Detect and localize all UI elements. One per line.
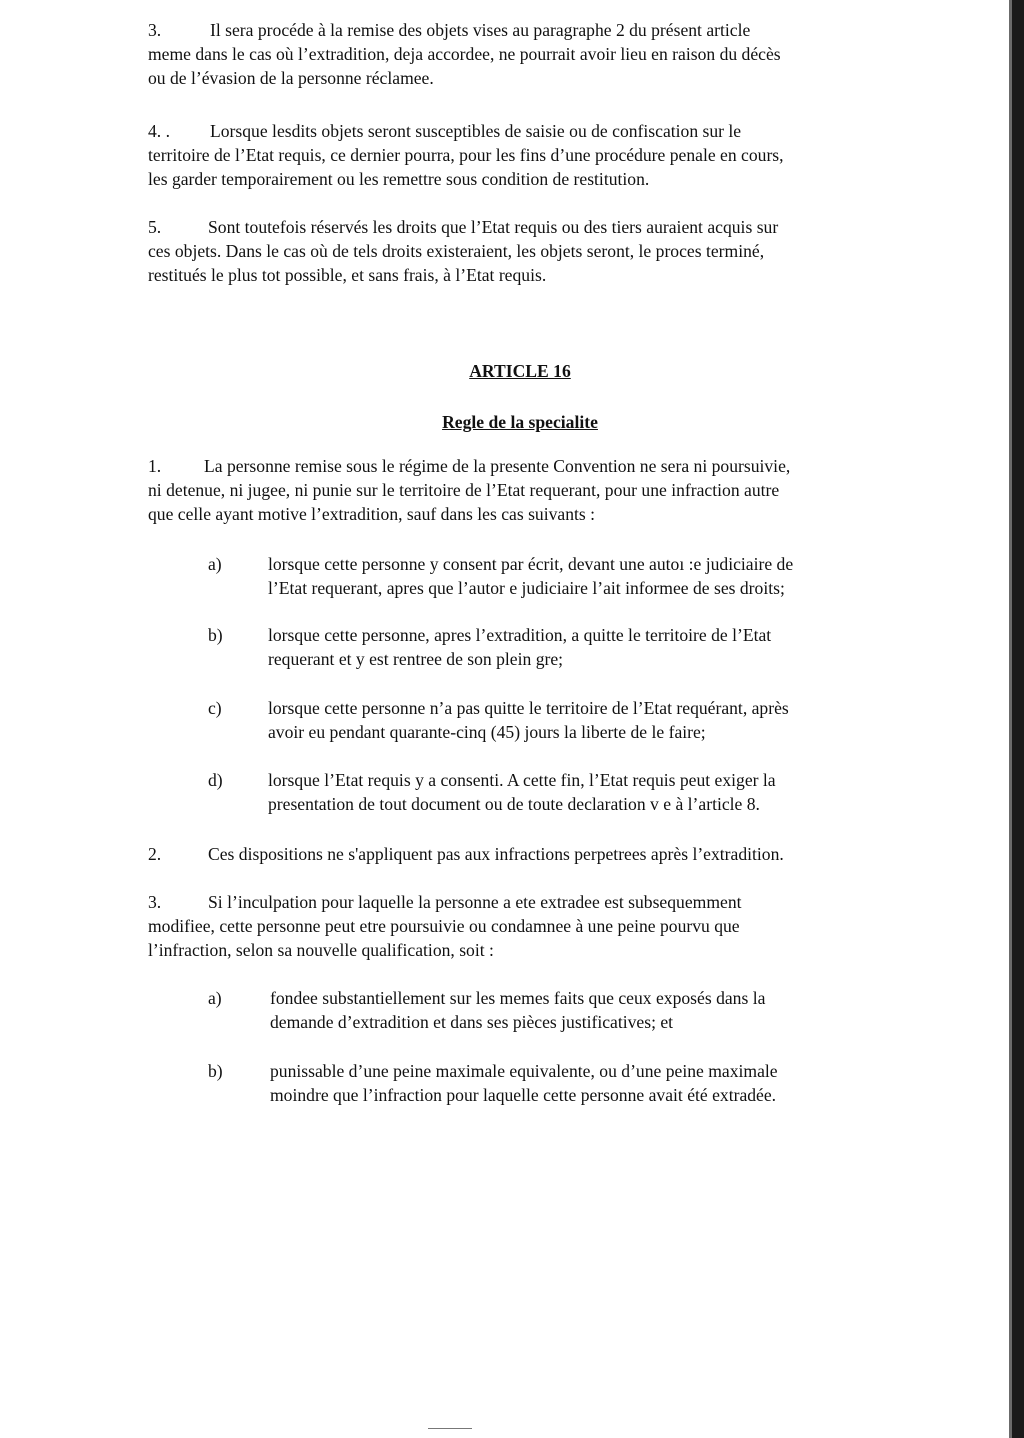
article-subtitle: Regle de la specialite	[442, 412, 598, 432]
list-item-line: lorsque cette personne n’a pas quitte le territoire de l’Etat requérant, après	[268, 698, 789, 718]
list-item-line: lorsque l’Etat requis y a consenti. A cette fin, l’Etat requis peut exiger la	[268, 770, 776, 790]
paragraph-line: La personne remise sous le régime de la presente Convention ne sera ni poursuivie,	[204, 456, 791, 476]
paragraph-line: Lorsque lesdits objets seront susceptibles de saisie ou de confiscation sur le	[210, 121, 742, 141]
paragraph-line: ou de l’évasion de la personne réclamee.	[148, 68, 434, 88]
scan-border	[1012, 0, 1024, 1438]
list-item-line: avoir eu pendant quarante-cinq (45) jours la liberte de le faire;	[268, 722, 706, 742]
list-item-letter: a)	[208, 988, 222, 1008]
list-item-line: presentation de tout document ou de toute declaration v e à l’article 8.	[268, 794, 760, 814]
paragraph-line: les garder temporairement ou les remettre sous condition de restitution.	[148, 169, 650, 189]
paragraph-line: Ces dispositions ne s'appliquent pas aux infractions perpetrees après l’extradition.	[208, 844, 784, 864]
list-item-letter: d)	[208, 770, 223, 790]
scan-mark	[428, 1428, 472, 1429]
list-item-line: l’Etat requerant, apres que l’autor e judiciaire l’ait informee de ses droits;	[268, 578, 785, 598]
paragraph-line: l’infraction, selon sa nouvelle qualification, soit :	[148, 940, 494, 960]
paragraph-line: ces objets. Dans le cas où de tels droits existeraient, les objets seront, le proces terminé,	[148, 241, 765, 261]
paragraph-number: 3.	[148, 892, 162, 912]
paragraph-line: territoire de l’Etat requis, ce dernier pourra, pour les fins d’une procédure penale en cours,	[148, 145, 784, 165]
paragraph-line: Si l’inculpation pour laquelle la personne a ete extradee est subsequemment	[208, 892, 742, 912]
article-title: ARTICLE 16	[469, 361, 571, 381]
paragraph-number: 2.	[148, 844, 162, 864]
paragraph-line: meme dans le cas où l’extradition, deja accordee, ne pourrait avoir lieu en raison du décès	[148, 44, 781, 64]
list-item-line: demande d’extradition et dans ses pièces justificatives; et	[270, 1012, 674, 1032]
paragraph-number: 3.	[148, 20, 162, 40]
paragraph-number: 1.	[148, 456, 162, 476]
list-item-line: punissable d’une peine maximale equivalente, ou d’une peine maximale	[270, 1061, 778, 1081]
paragraph-line: ni detenue, ni jugee, ni punie sur le territoire de l’Etat requerant, pour une infraction autre	[148, 480, 780, 500]
list-item-line: requerant et y est rentree de son plein gre;	[268, 649, 564, 669]
paragraph-number: 5.	[148, 217, 162, 237]
list-item-letter: b)	[208, 1061, 223, 1081]
paragraph-line: modifiee, cette personne peut etre poursuivie ou condamnee à une peine pourvu que	[148, 916, 740, 936]
list-item-letter: c)	[208, 698, 222, 718]
list-item-letter: b)	[208, 625, 223, 645]
list-item-line: lorsque cette personne y consent par écrit, devant une autoı :e judiciaire de	[268, 554, 794, 574]
paragraph-number: 4. .	[148, 121, 170, 141]
list-item-line: lorsque cette personne, apres l’extradition, a quitte le territoire de l’Etat	[268, 625, 772, 645]
list-item-line: moindre que l’infraction pour laquelle cette personne avait été extradée.	[270, 1085, 777, 1105]
paragraph-line: restitués le plus tot possible, et sans frais, à l’Etat requis.	[148, 265, 547, 285]
paragraph-line: Il sera procéde à la remise des objets vises au paragraphe 2 du présent article	[210, 20, 751, 40]
list-item-line: fondee substantiellement sur les memes faits que ceux exposés dans la	[270, 988, 766, 1008]
paragraph-line: que celle ayant motive l’extradition, sauf dans les cas suivants :	[148, 504, 596, 524]
list-item-letter: a)	[208, 554, 222, 574]
paragraph-line: Sont toutefois réservés les droits que l’Etat requis ou des tiers auraient acquis sur	[208, 217, 779, 237]
